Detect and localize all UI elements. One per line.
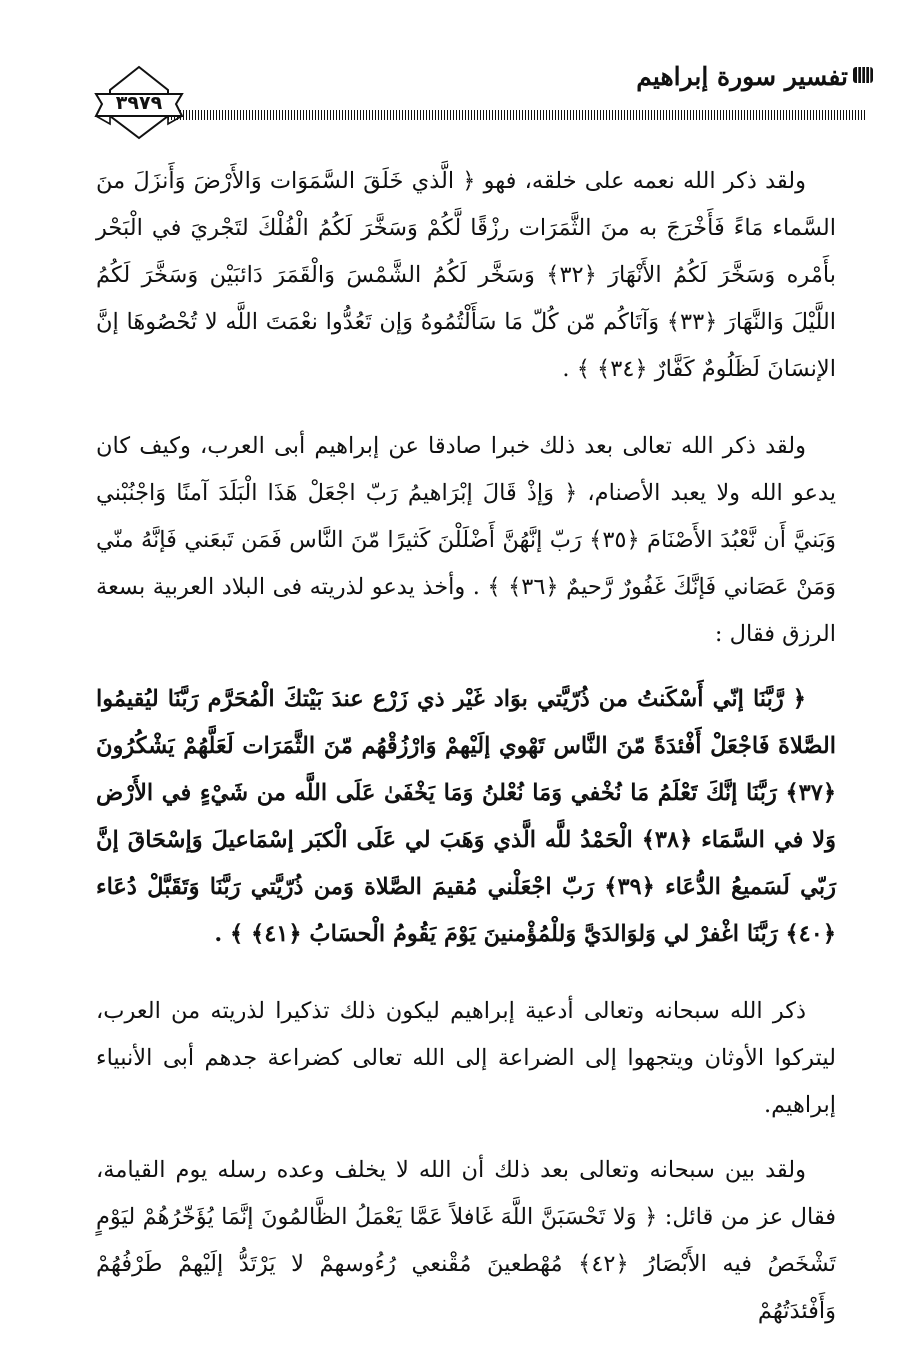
- paragraph: ولقد بين سبحانه وتعالى بعد ذلك أن الله لا يخلف وعده رسله يوم القيامة، فقال عز من قائل: ﴿ وَلا تَحْسَبَنَّ اللَّهَ غَافلاً عَمَّا يَعْمَلُ الظَّالمُونَ إنَّمَا يُؤَخّرُهُمْ ليَوْمٍ تَشْخَصُ فيه الأَبْصَارُ ﴿٤٢﴾ مُهْطعينَ مُقْنعي رُءُوسهمْ لا يَرْتَدُّ إلَيْهمْ طَرْفُهُمْ وَأَفْئدَتُهُمْ: [96, 1157, 836, 1324]
- paragraph: ذكر الله سبحانه وتعالى أدعية إبراهيم ليكون ذلك تذكيرا لذريته من العرب، ليتركوا الأوثان ويتجهوا إلى الضراعة إلى الله تعالى كضراعة جدهم أبى الأنبياء إبراهيم.: [96, 998, 836, 1118]
- ornament-icon: [852, 64, 874, 86]
- paragraph: ولقد ذكر الله تعالى بعد ذلك خبرا صادقا عن إبراهيم أبى العرب، وكيف كان يدعو الله ولا يعبد الأصنام، ﴿ وَإذْ قَالَ إبْرَاهيمُ رَبّ اجْعَلْ هَذَا الْبَلَدَ آمنًا وَاجْنُبْني وَبَنيَّ أَن نَّعْبُدَ الأَصْنَامَ ﴿٣٥﴾ رَبّ إنَّهُنَّ أَضْلَلْنَ كَثيرًا مّنَ النَّاس فَمَن تَبعَني فَإنَّهُ منّي وَمَنْ عَصَاني فَإنَّكَ غَفُورٌ رَّحيمٌ ﴿٣٦﴾ ﴾ . وأخذ يدعو لذريته فى البلاد العربية بسعة الرزق فقال :: [96, 433, 836, 647]
- page-number: ٣٩٧٩: [115, 92, 163, 114]
- page-number-badge: [92, 64, 186, 144]
- quran-verse-paragraph: ﴿ رَّبَّنَا إنّي أَسْكَنتُ من ذُرّيَّتي بوَاد غَيْر ذي زَرْع عندَ بَيْتكَ الْمُحَرَّم رَبَّنَا ليُقيمُوا الصَّلاةَ فَاجْعَلْ أَفْئدَةً مّنَ النَّاس تَهْوي إلَيْهمْ وَارْزُقْهُم مّنَ الثَّمَرَات لَعَلَّهُمْ يَشْكُرُونَ ﴿٣٧﴾ رَبَّنَا إنَّكَ تَعْلَمُ مَا نُخْفي وَمَا نُعْلنُ وَمَا يَخْفَىٰ عَلَى اللَّه من شَيْءٍ في الأَرْض وَلا في السَّمَاء ﴿٣٨﴾ الْحَمْدُ للَّه الَّذي وَهَبَ لي عَلَى الْكبَر إسْمَاعيلَ وَإسْحَاقَ إنَّ رَبّي لَسَميعُ الدُّعَاء ﴿٣٩﴾ رَبّ اجْعَلْني مُقيمَ الصَّلاة وَمن ذُرّيَّتي رَبَّنَا وَتَقَبَّلْ دُعَاء ﴿٤٠﴾ رَبَّنَا اغْفرْ لي وَلوَالدَيَّ وَللْمُؤْمنينَ يَوْمَ يَقُومُ الْحسَابُ ﴿٤١﴾ ﴾ .: [96, 686, 837, 947]
- running-header-title: تفسير سورة إبراهيم: [636, 62, 848, 91]
- paragraph: ولقد ذكر الله نعمه على خلقه، فهو ﴿ الَّذي خَلَقَ السَّمَوَات وَالأَرْضَ وَأَنزَلَ منَ السَّماء مَاءً فَأَخْرَجَ به منَ الثَّمَرَات رزْقًا لَّكُمْ وَسَخَّرَ لَكُمُ الْفُلْكَ لتَجْريَ في الْبَحْر بأَمْره وَسَخَّرَ لَكُمُ الأَنْهَارَ ﴿٣٢﴾ وَسَخَّر لَكُمُ الشَّمْسَ وَالْقَمَرَ دَائبَيْن وَسَخَّرَ لَكُمُ اللَّيْلَ وَالنَّهَارَ ﴿٣٣﴾ وَآتَاكُم مّن كُلّ مَا سَأَلْتُمُوهُ وَإن تَعُدُّوا نعْمَتَ اللَّه لا تُحْصُوهَا إنَّ الإنسَانَ لَظَلُومٌ كَفَّارٌ ﴿٣٤﴾ ﴾ .: [96, 168, 836, 382]
- page-header: [80, 40, 860, 130]
- header-rule: [168, 110, 866, 120]
- body-text: [96, 158, 836, 1365]
